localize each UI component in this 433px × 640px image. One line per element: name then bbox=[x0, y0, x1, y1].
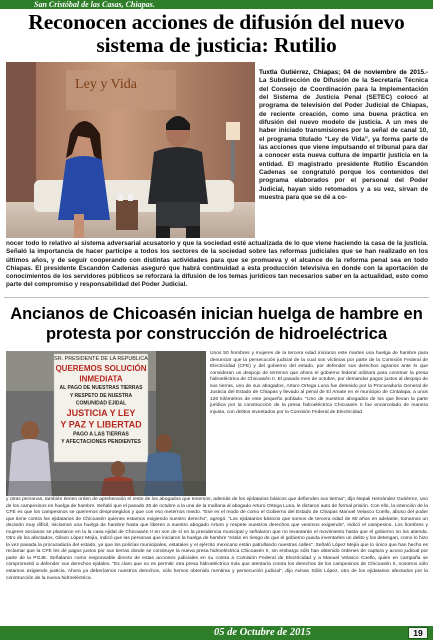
article-1-body: nocer todo lo relativo al sistema adversarial acusatorio y que la sociedad esté actualizada de lo que viene haciendo la casa de la justicia. Señaló la importancia de hacer partícipe a todos los sectores de la sociedad sobre las reformas judiciales que se han realizado en los últimos años, y de seguir cooperando con distintas actividades para que se promueva y el alcance de la reforma penal sea en todo Chiapas. El presidente Escandón Cadenas aseguró que habrá continuidad a esta producción televisiva en donde con la aportación de conocimientos de los servidores públicos se reforzará la difusión de los temas jurídicos tan necesarios saber en la actualidad, esto como parte del compromiso y responsabilidad del Poder Judicial. bbox=[6, 240, 428, 289]
banner-line: QUEREMOS SOLUCIÓN bbox=[55, 364, 147, 373]
article-1-column-text: La Subdirección de Difusión de la Secretaría Técnica del Consejo de Coordinación para la Implementación del Sistema de Justicia Penal (SETEC) colocó al programa de televisión del Poder Judicial de Chiapas, de reciente creación, como una buena práctica en difusión del nuevo modelo de justicia. A un mes de haber iniciado transmisiones por la señal de canal 10, el programa titulado “Ley de Vida”, ya forma parte de las acciones que viene impulsando el tribunal para dar a conocer esta nueva cultura de impartir justicia en la entidad. El magistrado presidente Rutilio Escandón Cadenas se congratuló porque los contenidos del programa elaborados por el personal del Poder Judicial, hayan sido retomados y a su vez, sirvan de muestra para que se dé a co- bbox=[259, 77, 428, 202]
banner-line: Y PAZ Y LIBERTAD bbox=[60, 419, 142, 430]
banner-line: Y RESPETO DE NUESTRA bbox=[69, 392, 133, 399]
protest-photo bbox=[6, 351, 206, 496]
article-1-dateline: Tuxtla Gutiérrez, Chiapas; 04 de noviembre de 2015.- bbox=[259, 69, 428, 76]
banner-line: PAGO A LAS TIERRAS bbox=[73, 431, 129, 438]
protest-illustration bbox=[6, 351, 206, 496]
banner-line: COMUNIDAD EJIDAL bbox=[75, 400, 127, 407]
set-sign-text: Ley y Vida bbox=[75, 77, 137, 92]
banner-heading: SR. PRESIDENTE DE LA REPUBLICA bbox=[54, 356, 148, 362]
tv-studio-photo bbox=[6, 62, 255, 238]
header-location: San Cristóbal de las Casas, Chiapas. bbox=[34, 0, 155, 9]
banner-line: INMEDIATA bbox=[79, 374, 123, 384]
footer-date: 05 de Octubre de 2015 bbox=[214, 627, 311, 638]
banner-line: AL PAGO DE NUESTRAS TIERRAS bbox=[59, 385, 143, 392]
article-1-column bbox=[259, 69, 428, 203]
article-2-column: Unos 50 hombres y mujeres de la tercera edad iniciaron este martes una huelga de hambre para denunciar que la persecución judicial de la cual son víctimas por parte de la Comisión Federal de Electricidad (CFE) y del gobierno del estado, por defender sus derechos agrarios ante lo que consideran un despojo de terrenos que ahora el gobierno federal utilizará para construir la presa hidroeléctrica de Chicoasén II. El pasado mes de octubre, por demandar pagos justos al despojo de sus tierras, uno de sus abogados, Arturo Ortega Luna fue detenido por la Procuraduría General de Justicia del Estado de Chiapas y llevado al penal de El Amate en el municipio de Cintalapa, a unos 120 kilómetros de este pequeño poblado. “Uno de nuestros abogados de los que llevan la parte jurídica por la construcción de la presa hidroeléctrica Chicoasén II fue encarcelado de manera injusta, con delitos inventados por la Comisión Federal de Electricidad bbox=[210, 351, 428, 415]
article-1-headline: Reconocen acciones de difusión del nuevo sistema de justicia: Rutilio bbox=[28, 10, 405, 57]
article-2-body: y otras personas, también tienen orden de aprehensión el resto de los abogados que tenemos; además de los ejidatarios básicos que defienden sus tierras”, dijo Nepali Hernández Gutiérrez, uno de los campesinos en huelga de hambre. Señaló que el pasado 28 de octubre a la una de la mañana al abogado Arturo Ortega Luna, le dictaron auto de formal prisión. Con ello, la intención de la CFE es que los campesinos se queremos desprotegidos y que con eso meternos miedo. “Ese es el modo de como el Gobierno del Estado de Chiapas Manuel Velasco Coello, abuso del poder que tiene contra los ejidatarios de Chicoasén quienes estamos exigiendo nuestro derecho”, agregó. “Los ejidatarios básicos que somos de tercera edad de 60 años en adelante, tomamos un decisión muy difícil, iniciamos una huelga de hambre hasta que liberen a nuestro abogado Arturo y respete nuestros derechos que venimos exigiendo”, indicó el campesino. Los hombres y mujeres ancianos se plantaron en la la casa ejidal de Chicoasén II en son de sí en la presidencia municipal y señalaron que no levantarán el movimiento hasta que el gobierno no los atienda. Otro de los afectados, Gilson López Mejía, indicó que las personas que iniciaron la huelga de hambre “están en riesgo de que el gobierno pueda inventarles un delito y los detengan, como lo hizo la vez pasada la procuraduría del estado, ya que los policías municipales, estatales y el ejército mexicano están patrullando nuestras calles”. Señaló López Mejía que lo único que han hecho es reclamar que la CFE les dé pagos justos por sus tierras donde se construye la nueva presa hidroeléctrica Chicoasén II, sin embargo sólo han obtenido órdenes de captura y acoso judicial por parte de la PGJE. Señalaron como responsable directo de estas acciones judiciales en su contra a Comisión Federal de Electricidad y a Manuel Velasco Coello, quien en campaña se comprometió a defender sus derechos ejidales. “Es claro que no es permitir otra presa hidroeléctrica más que atentaría contra los derechos de los campesinos de Chicoasén II, nosotros sólo estamos exigiendo justicia. Ahora ya deberíamos nuestros derechos, sólo hemos obtenido mentiras y persecución judicial”, dijo Avisan Sólis López, otro de los ejidatarios afectados por la construcción de la nueva hidroeléctrica. bbox=[6, 497, 428, 581]
banner-line: Y AFECTACIONES PENDIENTES bbox=[61, 439, 141, 446]
page-number: 19 bbox=[408, 627, 428, 639]
article-2-headline: Ancianos de Chicoasén inician huelga de hambre en protesta por construcción de hidroeléctrica bbox=[10, 305, 423, 343]
section-divider bbox=[4, 297, 429, 298]
banner-line: JUSTICIA Y LEY bbox=[66, 408, 136, 418]
tv-studio-illustration bbox=[6, 62, 255, 238]
